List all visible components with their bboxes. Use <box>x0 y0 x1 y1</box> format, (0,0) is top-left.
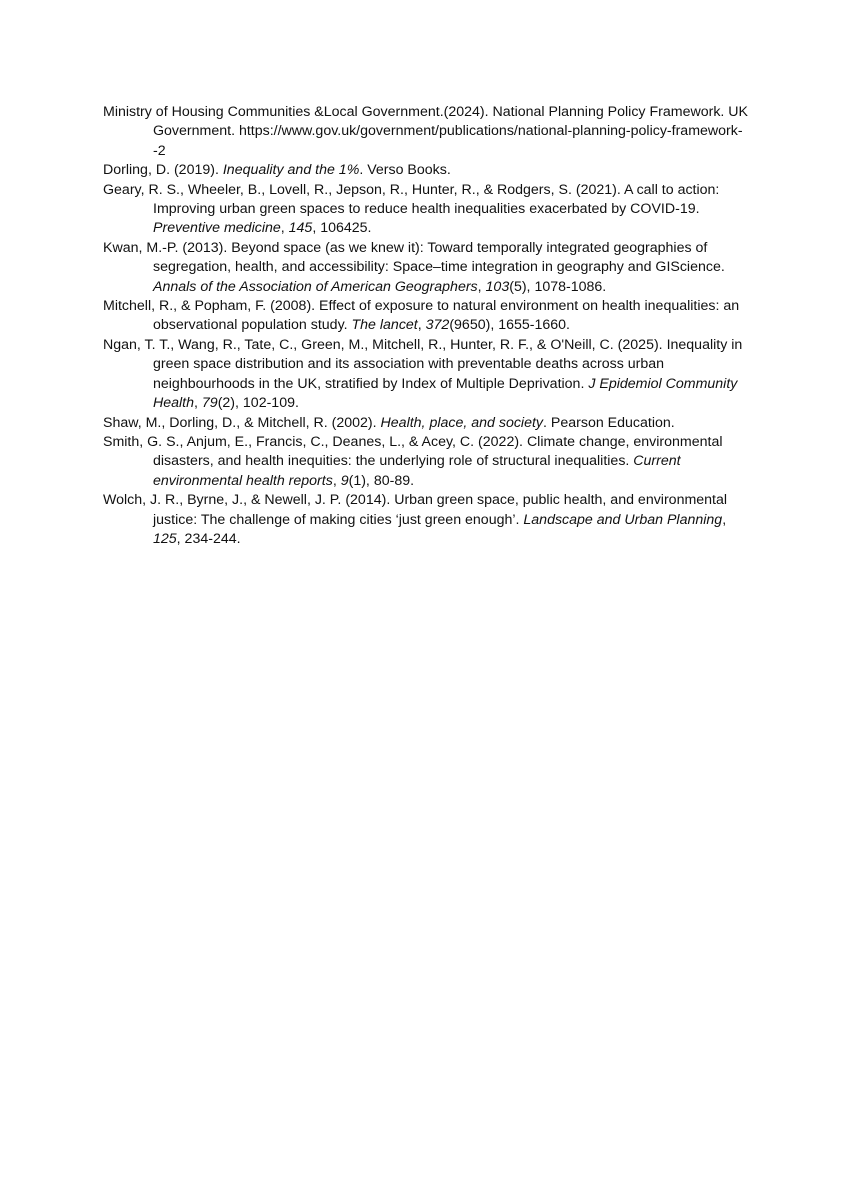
reference-text: (2), 102-109. <box>217 395 299 412</box>
reference-italic-text: J Epidemiol Community Health <box>153 375 738 412</box>
reference-italic-text: 79 <box>201 395 218 412</box>
reference-italic-text: 125 <box>153 530 177 547</box>
reference-italic-text: 372 <box>425 317 450 334</box>
reference-text: , 234-244. <box>176 530 241 547</box>
reference-italic-text: Landscape and Urban Planning <box>523 511 723 528</box>
reference-italic-text: Preventive medicine <box>153 220 281 237</box>
reference-text: Mitchell, R., & Popham, F. (2008). Effect of exposure to natural environment on health inequalities: an observational population study. <box>103 298 740 334</box>
reference-entry <box>103 103 748 161</box>
reference-italic-text: Inequality and the 1% <box>222 162 360 179</box>
reference-text: (9650), 1655-1660. <box>449 317 570 334</box>
reference-entry <box>103 161 748 180</box>
reference-text: (1), 80-89. <box>348 472 415 489</box>
reference-text: Geary, R. S., Wheeler, B., Lovell, R., Jepson, R., Hunter, R., & Rodgers, S. (2021). A call to action: Improving urban green spaces to reduce health inequalities exacerbated by COVID-19. <box>103 181 720 218</box>
reference-text: , <box>332 472 341 489</box>
reference-text: , <box>477 278 486 295</box>
reference-text: , <box>280 220 289 237</box>
reference-text: , <box>194 395 202 412</box>
reference-text: , 106425. <box>312 220 372 237</box>
reference-text: (5), 1078-1086. <box>509 278 607 295</box>
reference-entry <box>103 239 748 297</box>
reference-text: . Verso Books. <box>359 162 451 179</box>
reference-entry <box>103 297 748 336</box>
reference-entry <box>103 414 748 433</box>
reference-entry <box>103 491 748 549</box>
reference-text: Dorling, D. (2019). <box>103 162 223 179</box>
reference-italic-text: Health, place, and society <box>380 414 544 431</box>
reference-italic-text: Current environmental health reports <box>153 453 681 489</box>
reference-text: . Pearson Education. <box>543 414 675 431</box>
reference-italic-text: 9 <box>340 472 349 489</box>
reference-italic-text: The lancet <box>351 317 418 334</box>
reference-entry <box>103 336 748 414</box>
reference-list <box>103 103 748 549</box>
reference-text: Kwan, M.-P. (2013). Beyond space (as we knew it): Toward temporally integrated geographies of segregation, health, and accessibility: Space–time integration in geography and GIScience. <box>103 239 725 276</box>
reference-text: Ministry of Housing Communities &Local Government.(2024). National Planning Policy Framework. UK Government. https://www.gov.uk/government/publications/national-planning-policy-framework--2 <box>103 104 749 159</box>
reference-text: , <box>722 511 727 528</box>
reference-text: Ngan, T. T., Wang, R., Tate, C., Green, M., Mitchell, R., Hunter, R. F., & O'Neill, C. (2025). Inequality in green space distribution and its association with preventable deaths across urban neighbourhoods in the UK, stratified by Index of Multiple Deprivation. <box>103 336 743 392</box>
reference-italic-text: Annals of the Association of American Geographers <box>153 278 478 295</box>
reference-text: Wolch, J. R., Byrne, J., & Newell, J. P. (2014). Urban green space, public health, and environmental justice: The challenge of making cities ‘just green enough’. <box>103 492 728 528</box>
reference-entry <box>103 433 748 491</box>
reference-text: Shaw, M., Dorling, D., & Mitchell, R. (2002). <box>103 414 381 431</box>
reference-entry <box>103 181 748 239</box>
reference-italic-text: 145 <box>288 220 313 237</box>
reference-text: , <box>417 317 426 334</box>
reference-italic-text: 103 <box>485 278 510 295</box>
reference-text: Smith, G. S., Anjum, E., Francis, C., Deanes, L., & Acey, C. (2022). Climate change, environmental disasters, and health inequities: the underlying role of structural inequalities. <box>103 433 723 470</box>
